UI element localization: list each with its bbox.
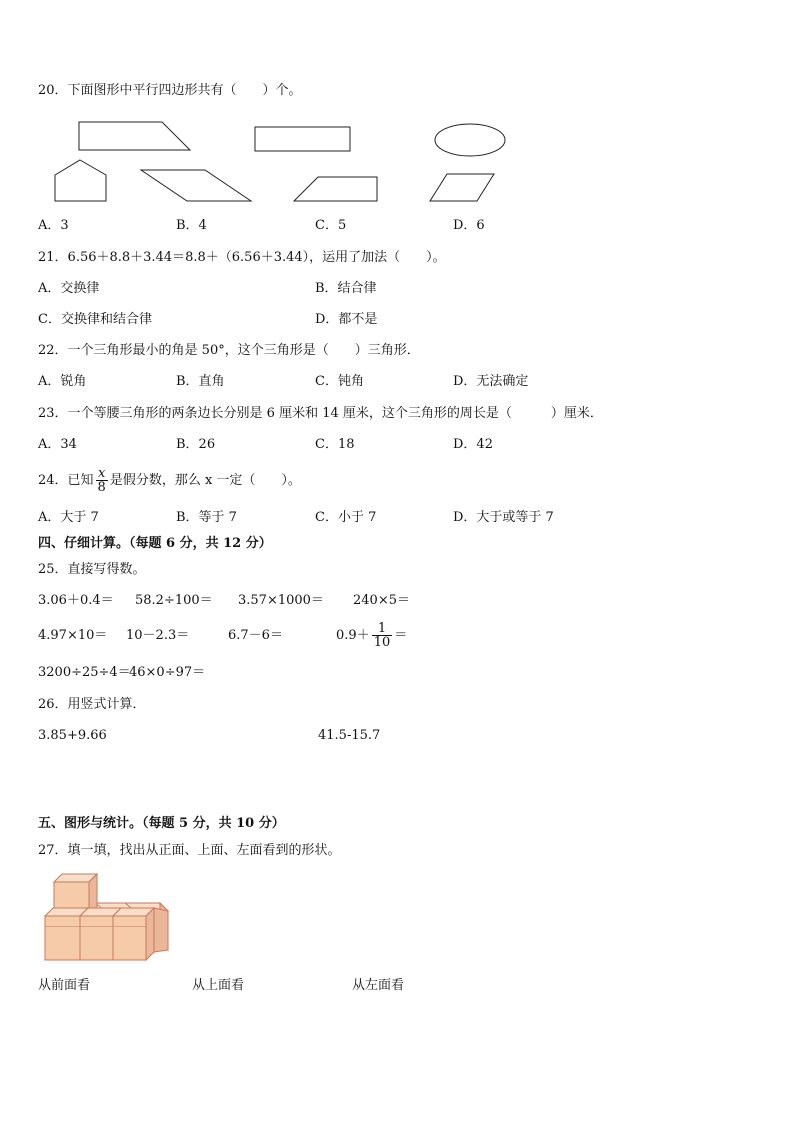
q21-option-d: D．都不是 xyxy=(315,312,378,327)
q27-label-left: 从左面看 xyxy=(352,978,405,993)
q25-stem: 25．直接写得数。 xyxy=(38,562,146,577)
q25-frac-prefix: 0.9＋ xyxy=(336,628,370,643)
q23-option-b: B．26 xyxy=(176,437,216,452)
q25-frac-den: 10 xyxy=(373,635,391,650)
q27-label-top: 从上面看 xyxy=(192,978,245,993)
q20-stem: 20．下面图形中平行四边形共有（ ）个。 xyxy=(38,83,302,98)
cube-stack xyxy=(45,874,168,960)
q23-stem: 23．一个等腰三角形的两条边长分别是 6 厘米和 14 厘米，这个三角形的周长是（ ）厘米． xyxy=(38,406,603,421)
q25-item: 58.2÷100＝ xyxy=(135,593,213,608)
q23-option-c: C．18 xyxy=(315,437,355,452)
q25-item: 3.57×1000＝ xyxy=(238,593,324,608)
q20-option-d: D．6 xyxy=(453,218,485,233)
q24-frac-num: x xyxy=(96,467,108,481)
q26-stem: 26．用竖式计算． xyxy=(38,697,146,712)
shape-parallelogram-1 xyxy=(141,170,251,201)
q24-fraction xyxy=(96,467,108,494)
q25-item: 4.97×10＝ xyxy=(38,628,108,643)
q24-prefix: 24．已知 xyxy=(38,473,94,488)
q25-item: 10－2.3＝ xyxy=(126,628,190,643)
q27-stem: 27．填一填，找出从正面、上面、左面看到的形状。 xyxy=(38,843,341,858)
q23-option-d: D．42 xyxy=(453,437,493,452)
q25-item: 6.7－6＝ xyxy=(228,628,283,643)
shape-trapezoid xyxy=(79,122,190,150)
shape-rectangle xyxy=(255,127,350,151)
q24-stem xyxy=(38,466,301,496)
q24-suffix: 是假分数，那么 x 一定（ ）。 xyxy=(109,473,301,488)
q25-item: 240×5＝ xyxy=(353,593,410,608)
q20-option-b: B．4 xyxy=(176,218,207,233)
q25-item: 3.06＋0.4＝ xyxy=(38,593,114,608)
q25-frac-num: 1 xyxy=(372,622,393,636)
q25-fraction xyxy=(372,622,393,649)
q20-option-a: A．3 xyxy=(38,218,69,233)
q24-frac-den: 8 xyxy=(97,480,106,495)
shape-pentagon xyxy=(55,160,106,201)
q24-option-d: D．大于或等于 7 xyxy=(453,510,554,525)
q22-stem: 22．一个三角形最小的角是 50°，这个三角形是（ ）三角形． xyxy=(38,343,420,358)
q21-option-c: C．交换律和结合律 xyxy=(38,312,152,327)
q22-option-b: B．直角 xyxy=(176,374,225,389)
q25-item: 46×0÷97＝ xyxy=(129,665,206,680)
q26-item: 41.5-15.7 xyxy=(318,728,381,743)
q24-option-b: B．等于 7 xyxy=(176,510,237,525)
shape-ellipse xyxy=(435,124,505,156)
q24-option-a: A．大于 7 xyxy=(38,510,99,525)
q21-stem: 21．6.56＋8.8＋3.44＝8.8＋（6.56＋3.44），运用了加法（ ）。 xyxy=(38,250,446,265)
q21-option-b: B．结合律 xyxy=(315,281,377,296)
q26-item: 3.85+9.66 xyxy=(38,728,107,743)
section4-title: 四、仔细计算。（每题 6 分，共 12 分） xyxy=(38,536,272,551)
shape-rhombus xyxy=(430,174,494,201)
q22-option-c: C．钝角 xyxy=(315,374,364,389)
q25-item: 3200÷25÷4＝ xyxy=(38,665,131,680)
shape-parallelogram-2 xyxy=(294,177,377,201)
q21-option-a: A．交换律 xyxy=(38,281,100,296)
q24-option-c: C．小于 7 xyxy=(315,510,377,525)
q25-frac-suffix: ＝ xyxy=(394,628,408,643)
q22-option-d: D．无法确定 xyxy=(453,374,529,389)
q27-label-front: 从前面看 xyxy=(38,978,91,993)
q20-option-c: C．5 xyxy=(315,218,347,233)
q22-option-a: A．锐角 xyxy=(38,374,87,389)
q23-option-a: A．34 xyxy=(38,437,77,452)
section5-title: 五、图形与统计。（每题 5 分，共 10 分） xyxy=(38,816,285,831)
q25-item-fraction xyxy=(336,617,407,655)
